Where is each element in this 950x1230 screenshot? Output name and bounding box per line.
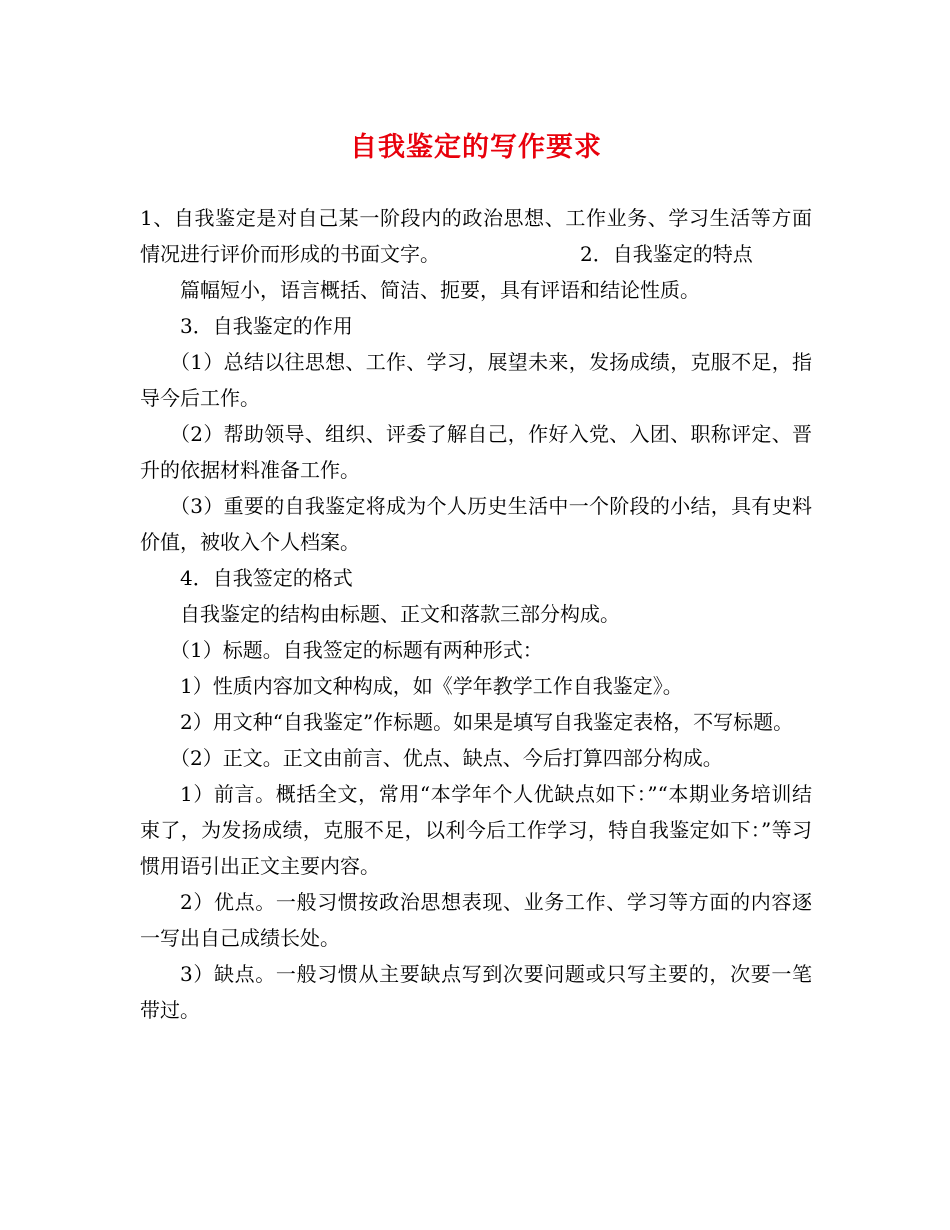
paragraph-10: 1）性质内容加文种构成，如《学年教学工作自我鉴定》。 — [180, 674, 683, 698]
paragraph-11: 2）用文种“自我鉴定”作标题。如果是填写自我鉴定表格，不写标题。 — [180, 710, 794, 734]
paragraph-8: 自我鉴定的结构由标题、正文和落款三部分构成。 — [180, 602, 620, 626]
paragraph-6: （3）重要的自我鉴定将成为个人历史生活中一个阶段的小结，具有史料价值，被收入个人档案。 — [140, 494, 812, 554]
paragraph-9: （1）标题。自我签定的标题有两种形式： — [170, 638, 543, 662]
paragraph-2: 篇幅短小，语言概括、简洁、扼要，具有评语和结论性质。 — [180, 278, 700, 302]
document-body — [140, 200, 812, 1028]
paragraph-1-heading: 2．自我鉴定的特点 — [580, 242, 753, 266]
paragraph-4: （1）总结以往思想、工作、学习，展望未来，发扬成绩，克服不足，指导今后工作。 — [140, 350, 812, 410]
paragraph-1 — [140, 200, 812, 272]
paragraph-5: （2）帮助领导、组织、评委了解自己，作好入党、入团、职称评定、晋升的依据材料准备工作。 — [140, 422, 812, 482]
paragraph-1-text: 1、自我鉴定是对自己某一阶段内的政治思想、工作业务、学习生活等方面情况进行评价而形成的书面文字。 — [140, 206, 812, 266]
paragraph-15: 3）缺点。一般习惯从主要缺点写到次要问题或只写主要的，次要一笔带过。 — [140, 962, 812, 1022]
paragraph-7: 4．自我签定的格式 — [180, 566, 353, 590]
paragraph-3: 3．自我鉴定的作用 — [180, 314, 353, 338]
document-title: 自我鉴定的写作要求 — [350, 132, 602, 163]
paragraph-12: （2）正文。正文由前言、优点、缺点、今后打算四部分构成。 — [170, 746, 723, 770]
paragraph-14: 2）优点。一般习惯按政治思想表现、业务工作、学习等方面的内容逐一写出自己成绩长处。 — [140, 890, 812, 950]
paragraph-13: 1）前言。概括全文，常用“本学年个人优缺点如下：”“本期业务培训结束了，为发扬成绩，克服不足，以利今后工作学习，特自我鉴定如下：”等习惯用语引出正文主要内容。 — [140, 782, 812, 878]
